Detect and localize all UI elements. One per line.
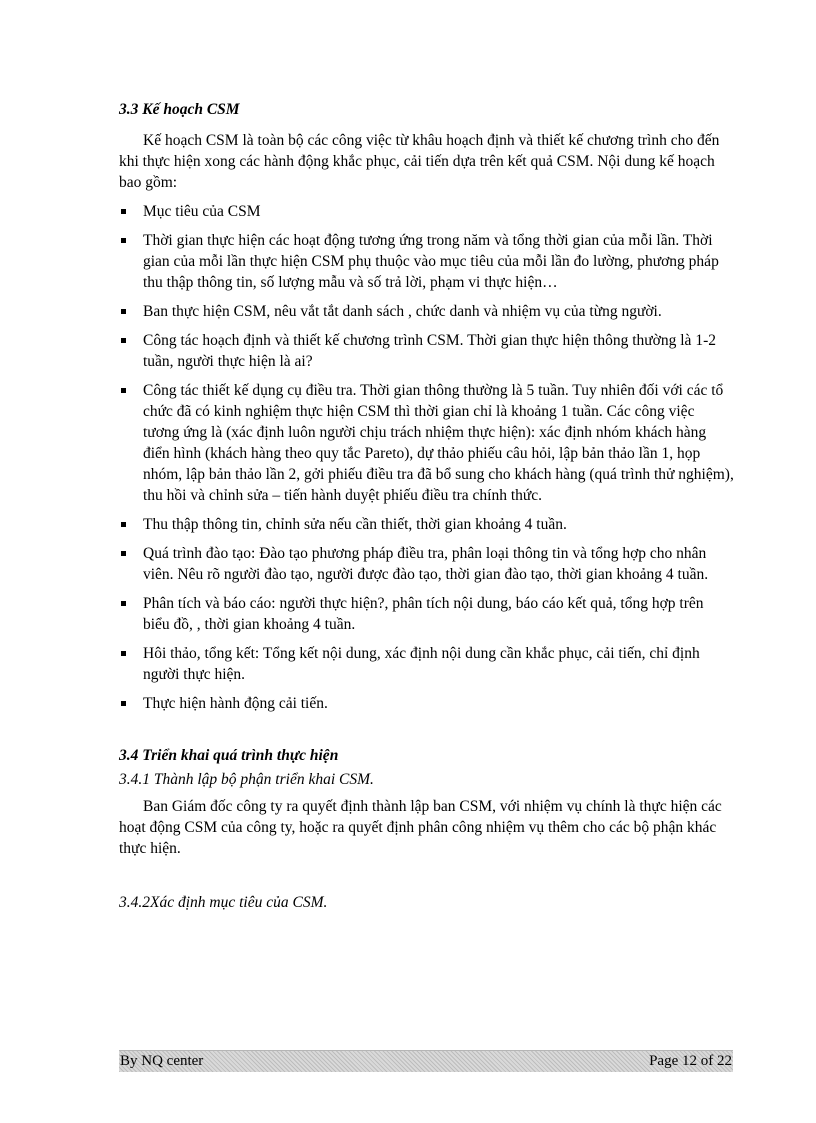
bullet-icon xyxy=(121,309,126,314)
footer-author: By NQ center xyxy=(120,1053,204,1069)
section-3-3-intro: Kế hoạch CSM là toàn bộ các công việc từ khâu hoạch định và thiết kế chương trình cho đến khi thực hiện xong các hành động khắc phục, cải tiến dựa trên kết quả CSM. Nội dung kế hoạch bao gồm: xyxy=(119,132,720,191)
bullet-icon xyxy=(121,601,126,606)
list-item: Quá trình đào tạo: Đào tạo phương pháp điều tra, phân loại thông tin và tổng hợp cho nhân viên. Nêu rõ người đào tạo, người được đào tạo, thời gian đào tạo, thời gian khoảng 4 tuần. xyxy=(119,543,734,585)
document-page xyxy=(119,100,734,913)
bullet-icon xyxy=(121,338,126,343)
subsection-heading-3-4-1: 3.4.1 Thành lập bộ phận triển khai CSM. xyxy=(119,771,374,788)
bullet-icon xyxy=(121,388,126,393)
section-heading-3-3: 3.3 Kế hoạch CSM xyxy=(119,101,240,118)
bullet-icon xyxy=(121,522,126,527)
footer-page-number: Page 12 of 22 xyxy=(649,1053,732,1069)
bullet-icon xyxy=(121,651,126,656)
bullet-icon xyxy=(121,209,126,214)
list-item: Thời gian thực hiện các hoạt động tương ứng trong năm và tổng thời gian của mỗi lần. Thời gian của mỗi lần thực hiện CSM phụ thuộc vào mục tiêu của mỗi lần đo lường, phương pháp thu thập thông tin, số lượng mẫu và số trả lời, phạm vi thực hiện… xyxy=(119,230,734,293)
subsection-3-4-1-body: Ban Giám đốc công ty ra quyết định thành lập ban CSM, với nhiệm vụ chính là thực hiện các hoạt động CSM của công ty, hoặc ra quyết định phân công nhiệm vụ thêm cho các bộ phận khác thực hiện. xyxy=(119,798,722,857)
list-item: Công tác thiết kế dụng cụ điều tra. Thời gian thông thường là 5 tuần. Tuy nhiên đối với các tổ chức đã có kinh nghiệm thực hiện CSM thì thời gian chỉ là khoảng 1 tuần. Các công việc tương ứng là (xác định luôn người chịu trách nhiệm thực hiện): xác định nhóm khách hàng điển hình (khách hàng theo quy tắc Pareto), dự thảo phiếu câu hỏi, lập bản thảo lần 1, họp nhóm, lập bản thảo lần 2, gởi phiếu điều tra đã bổ sung cho khách hàng (quá trình thử nghiệm), thu hồi và chỉnh sửa – tiến hành duyệt phiếu điều tra chính thức. xyxy=(119,380,734,506)
section-heading-3-4: 3.4 Triển khai quá trình thực hiện xyxy=(119,747,339,764)
bullet-icon xyxy=(121,701,126,706)
subsection-heading-3-4-2: 3.4.2Xác định mục tiêu của CSM. xyxy=(119,894,328,911)
page-footer xyxy=(119,1050,733,1072)
list-item: Hôi thảo, tổng kết: Tổng kết nội dung, xác định nội dung cần khắc phục, cải tiến, chỉ định người thực hiện. xyxy=(119,643,734,685)
bullet-icon xyxy=(121,551,126,556)
list-item: Mục tiêu của CSM xyxy=(119,201,734,222)
list-item: Thu thập thông tin, chỉnh sửa nếu cần thiết, thời gian khoảng 4 tuần. xyxy=(119,514,734,535)
csm-plan-list xyxy=(119,201,734,714)
list-item: Ban thực hiện CSM, nêu vắt tắt danh sách , chức danh và nhiệm vụ của từng người. xyxy=(119,301,734,322)
list-item: Công tác hoạch định và thiết kế chương trình CSM. Thời gian thực hiện thông thường là 1-2 tuần, người thực hiện là ai? xyxy=(119,330,734,372)
bullet-icon xyxy=(121,238,126,243)
list-item: Thực hiện hành động cải tiến. xyxy=(119,693,734,714)
list-item: Phân tích và báo cáo: người thực hiện?, phân tích nội dung, báo cáo kết quả, tổng hợp trên biểu đồ, , thời gian khoảng 4 tuần. xyxy=(119,593,734,635)
